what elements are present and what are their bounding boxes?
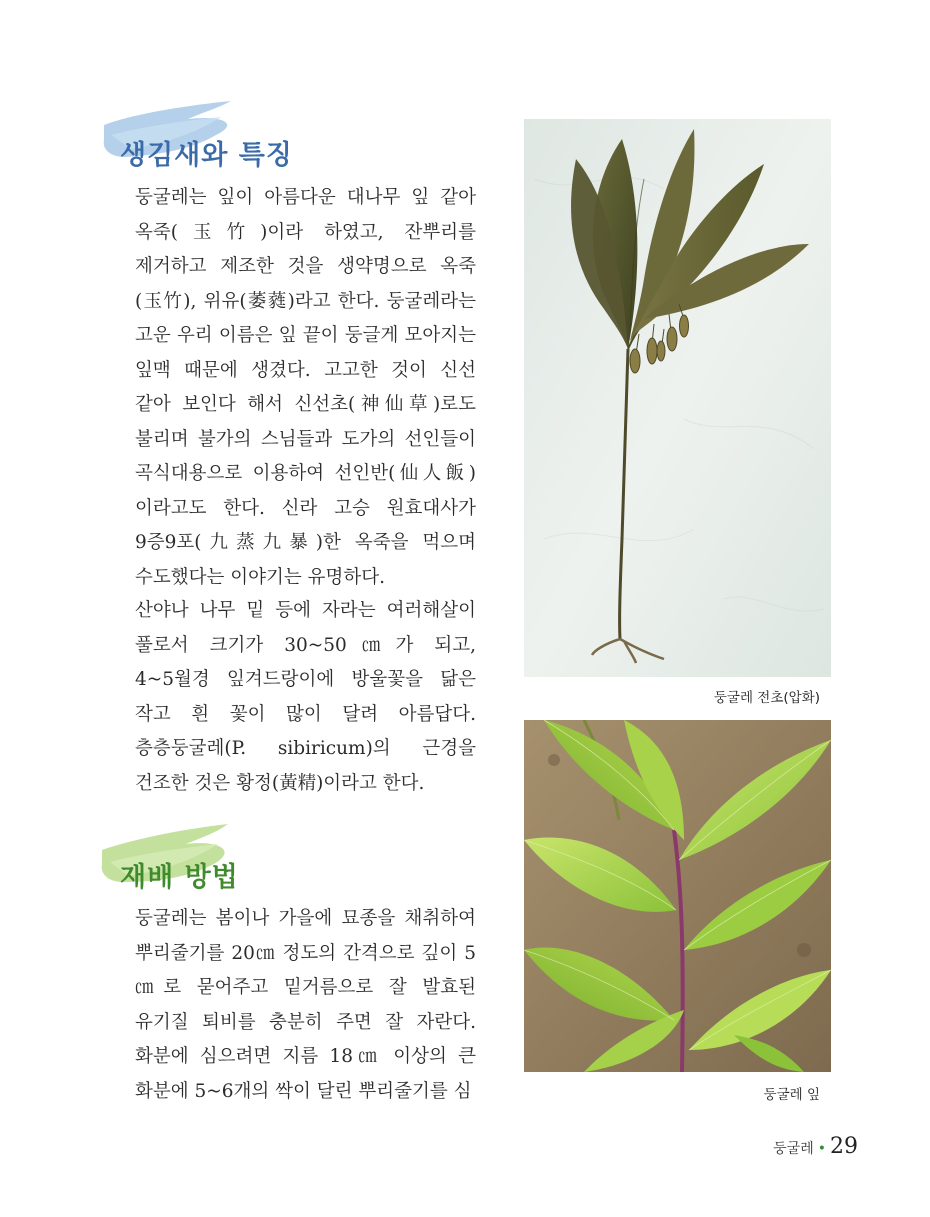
photo-pressed-plant [524,119,831,677]
page-number: 29 [830,1134,858,1159]
section-title: 재배 방법 [120,862,239,893]
paragraph-features-2: 산야나 나무 밑 등에 자라는 여러해살이 풀로서 크기가 30~50㎝가 되고, 4~5월경 잎겨드랑이에 방울꽃을 닮은 작고 흰 꽃이 많이 달려 아름답다. 층층둥굴레(P. sibiricum)의 근경을 건조한 것은 황정(黃精)이라고 한다. [135,600,476,794]
photo-leaves [524,720,831,1072]
section-heading-cultivation [96,820,276,900]
bullet-dot-icon: • [817,1141,826,1157]
paragraph-features-1: 둥굴레는 잎이 아름다운 대나무 잎 같아 옥죽(玉竹)이라 하였고, 잔뿌리를 제거하고 제조한 것을 생약명으로 옥죽(玉竹), 위유(萎蕤)라고 한다. 둥굴레라는 고운 우리 이름은 잎 끝이 둥글게 모아지는 잎맥 때문에 생겼다. 고고한 것이 신선 같아 보인다 해서 신선초(神仙草)로도 불리며 불가의 스님들과 도가의 선인들이 곡식대용으로 이용하여 선인반(仙人飯)이라고도 한다. 신라 고승 원효대사가 9증9포(九蒸九暴)한 옥죽을 먹으며 수도했다는 이야기는 유명하다. [135,187,476,588]
paragraph-cultivation-1: 둥굴레는 봄이나 가을에 묘종을 채취하여 뿌리줄기를 20㎝ 정도의 간격으로 깊이 5㎝로 묻어주고 밑거름으로 잘 발효된 유기질 퇴비를 충분히 주면 잘 자란다. 화분에 심으려면 지름 18㎝ 이상의 큰 화분에 5~6개의 싹이 달린 뿌리줄기를 심 [135,908,476,1102]
leaves-image [524,720,831,1072]
page-footer [773,1134,858,1159]
pressed-plant-image [524,119,831,677]
running-title: 둥굴레 [773,1141,814,1157]
figure-caption: 둥굴레 전초(압화) [713,690,820,706]
section-title: 생김새와 특징 [120,140,293,171]
figure-caption: 둥굴레 잎 [763,1087,820,1103]
section-heading-features [96,95,293,175]
